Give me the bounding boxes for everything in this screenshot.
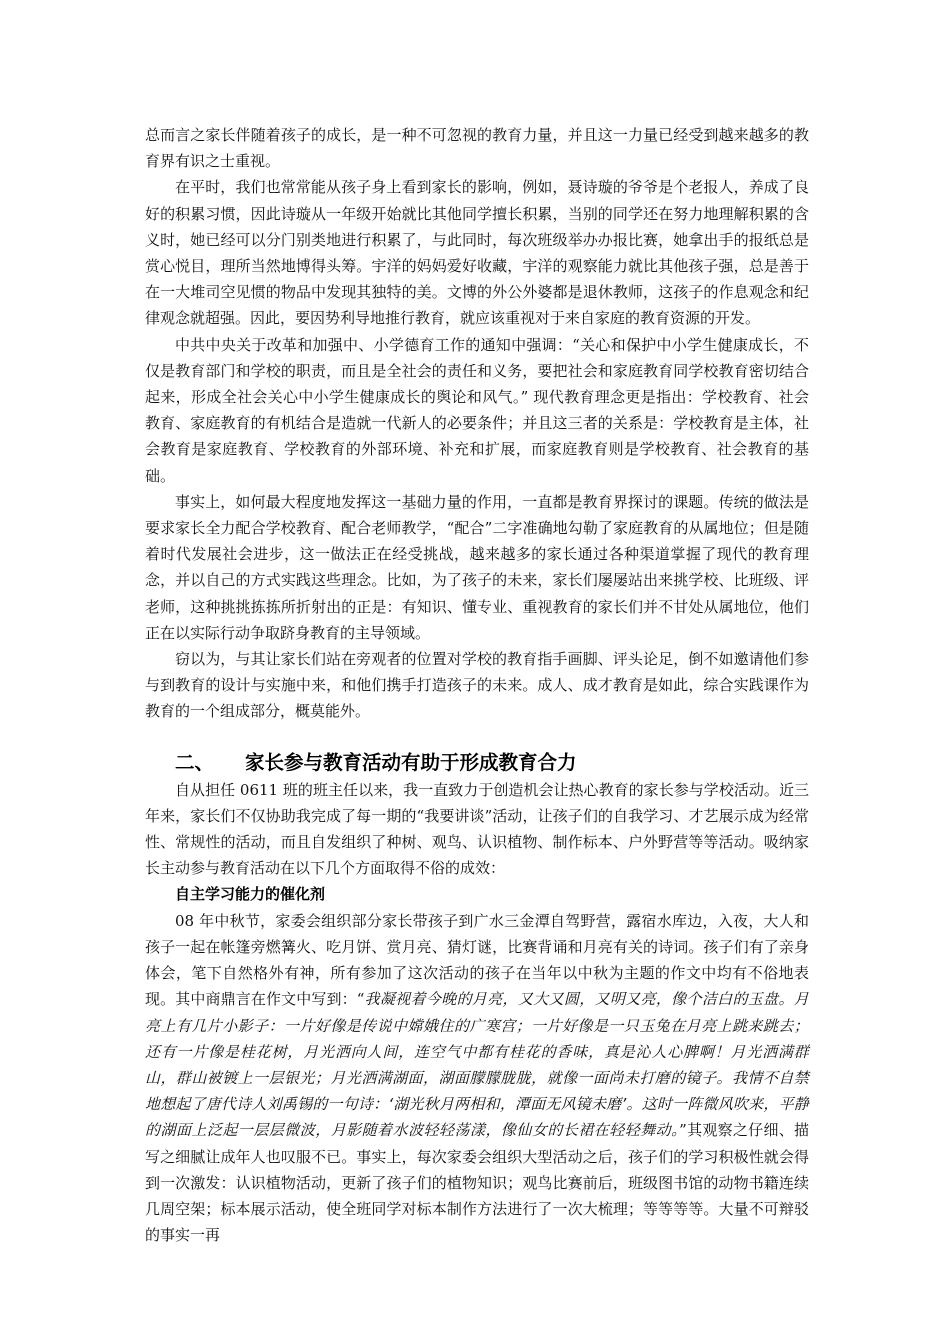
- paragraph-tail: ”其观察之仔细、描写之细腻让成年人也叹服不已。事实上，每次家委会组织大型活动之后，孩子们的学习积极性就会得到一次激发：认识植物活动，更新了孩子们的植物知识；观鸟比赛前后，班级图书馆的动物书籍连续几周空架；标本展示活动，使全班同学对标本制作方法进行了一次大梳理；等等等等。大量不可辩驳的事实一再: [145, 1121, 809, 1245]
- section-title: 家长参与教育活动有助于形成教育合力: [245, 750, 577, 774]
- paragraph-3: 中共中央关于改革和加强中、小学德育工作的通知中强调：“关心和保护中小学生健康成长，不仅是教育部门和学校的职责，而且是全社会的责任和义务，要把社会和家庭教育同学校教育密切结合起来，形成全社会关心中小学生健康成长的舆论和风气。” 现代教育理念更是指出：学校教育、社会教育、家庭教育的有机结合是造就一代新人的必要条件；并且这三者的关系是：学校教育是主体，社会教育是家庭教育、学校教育的外部环境、补充和扩展，而家庭教育则是学校教育、社会教育的基础。: [145, 335, 809, 485]
- section-number: 二、: [175, 750, 215, 774]
- subheading: 自主学习能力的催化剂: [175, 885, 326, 904]
- paragraph-2: 在平时，我们也常常能从孩子身上看到家长的影响，例如，聂诗璇的爷爷是个老报人，养成了良好的积累习惯，因此诗璇从一年级开始就比其他同学擅长积累，当别的同学还在努力地理解积累的含义时，她已经可以分门别类地进行积累了，与此同时，每次班级举办办报比赛，她拿出手的报纸总是赏心悦目，理所当然地博得头筹。宇洋的妈妈爱好收藏，宇洋的观察能力就比其他孩子强，总是善于在一大堆司空见惯的物品中发现其独特的美。文博的外公外婆都是退休教师，这孩子的作息观念和纪律观念就超强。因此，要因势利导地推行教育，就应该重视对于来自家庭的教育资源的开发。: [145, 178, 809, 328]
- student-essay-quote: 我凝视着今晚的月亮，又大又圆，又明又亮，像个洁白的玉盘。月亮上有几片小影子：一片好像是传说中嫦娥住的广寒宫；一片好像是一只玉兔在月亮上跳来跳去；还有一片像是桂花树，月光洒向人间，连空气中都有桂花的香味，真是沁人心脾啊！月光洒满群山，群山被镀上一层银光；月光洒满湖面，湖面朦朦胧胧，就像一面尚未打磨的镜子。我情不自禁地想起了唐代诗人刘禹锡的一句诗：‘湖光秋月两相和，潭面无风镜未磨’。这时一阵微风吹来，平静的湖面上泛起一层层微波，月影随着水波轻轻荡漾，像仙女的长裙在轻轻舞动。: [145, 990, 809, 1140]
- paragraph-5: 窃以为，与其让家长们站在旁观者的位置对学校的教育指手画脚、评头论足，倒不如邀请他们参与到教育的设计与实施中来，和他们携手打造孩子的未来。成人、成才教育是如此，综合实践课作为教育的一个组成部分，概莫能外。: [145, 650, 809, 721]
- paragraph-lead: 08 年中秋节，家委会组织部分家长带孩子到广水三金潭自驾野营，露宿水库边，入夜，大人和孩子一起在帐篷旁燃篝火、吃月饼、赏月亮、猜灯谜，比赛背诵和月亮有关的诗词。孩子们有了亲身体会，笔下自然格外有神，所有参加了这次活动的孩子在当年以中秋为主题的作文中均有不俗地表现。其中商鼎言在作文中写到：“: [145, 911, 809, 1009]
- paragraph-mid-autumn: [145, 908, 809, 1249]
- paragraph-intro: 自从担任 0611 班的班主任以来，我一直致力于创造机会让热心教育的家长参与学校活动。近三年来，家长们不仅协助我完成了每一期的“我要讲谈”活动，让孩子们的自我学习、才艺展示成为经常性、常规性的活动，而且自发组织了种树、观鸟、认识植物、制作标本、户外野营等等活动。吸纳家长主动参与教育活动在以下几个方面取得不俗的成效：: [145, 780, 809, 878]
- section-heading: [145, 749, 809, 777]
- document-page: [145, 122, 809, 1248]
- paragraph-4: 事实上，如何最大程度地发挥这一基础力量的作用，一直都是教育界探讨的课题。传统的做法是要求家长全力配合学校教育、配合老师教学，“配合”二字准确地勾勒了家庭教育的从属地位；但是随着时代发展社会进步，这一做法正在经受挑战，越来越多的家长通过各种渠道掌握了现代的教育理念，并以自己的方式实践这些理念。比如，为了孩子的未来，家长们屡屡站出来挑学校、比班级、评老师，这种挑挑拣拣所折射出的正是：有知识、懂专业、重视教育的家长们并不甘处从属地位，他们正在以实际行动争取跻身教育的主导领域。: [145, 492, 809, 642]
- paragraph-1: 总而言之家长伴随着孩子的成长，是一种不可忽视的教育力量，并且这一力量已经受到越来越多的教育界有识之士重视。: [145, 126, 809, 171]
